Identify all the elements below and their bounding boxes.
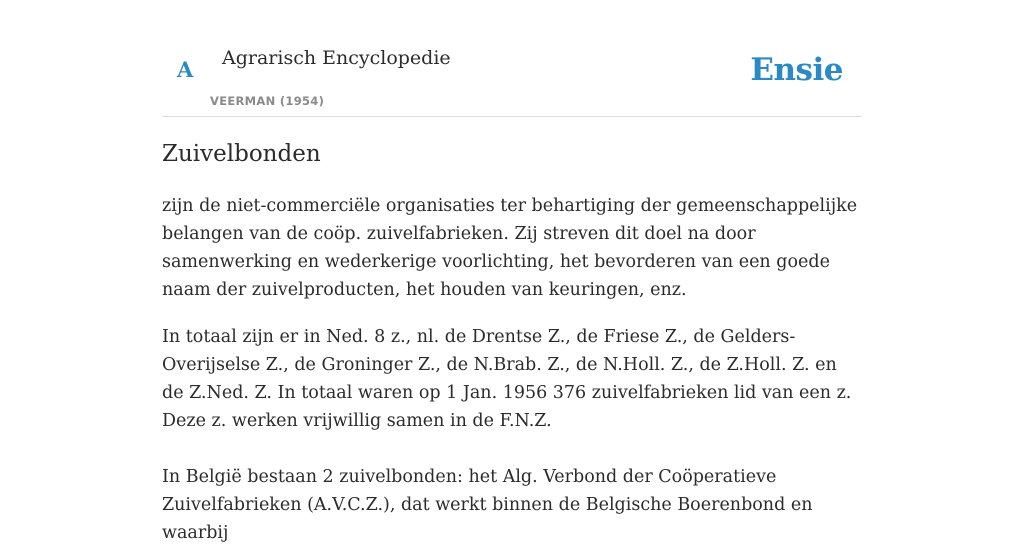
page-container (162, 0, 862, 543)
book-title-link[interactable]: Agrarisch Encyclopedie (222, 47, 451, 69)
ensie-logo[interactable]: Ensie (750, 52, 843, 88)
index-letter-link[interactable]: A (177, 57, 194, 82)
entry-paragraph-2: In totaal zijn er in Ned. 8 z., nl. de Drentse Z., de Friese Z., de Gelders-Overijselse Z., de Groninger Z., de N.Brab. Z., de N.Holl. Z., de Z.Holl. Z. en de Z.Ned. Z. In totaal waren op 1 Jan. 1956 376 zuivelfabrieken lid van een z. Deze z. werken vrijwillig samen in de F.N.Z. (162, 327, 852, 431)
entry-paragraph-3: In België bestaan 2 zuivelbonden: het Alg. Verbond der Coöperatieve Zuivelfabrieken (A.V.C.Z.), dat werkt binnen de Belgische Boerenbond en waarbij (162, 467, 813, 543)
entry-title: Zuivelbonden (162, 141, 321, 167)
page-header (162, 0, 862, 117)
book-source: VEERMAN (1954) (210, 94, 325, 108)
entry-paragraph-1: zijn de niet-commerciële organisaties ter behartiging der gemeenschappelijke belangen van de coöp. zuivelfabrieken. Zij streven dit doel na door samenwerking en wederkerige voorlichting, het bevorderen van een goede naam der zuivelproducten, het houden van keuringen, enz. (162, 196, 858, 300)
